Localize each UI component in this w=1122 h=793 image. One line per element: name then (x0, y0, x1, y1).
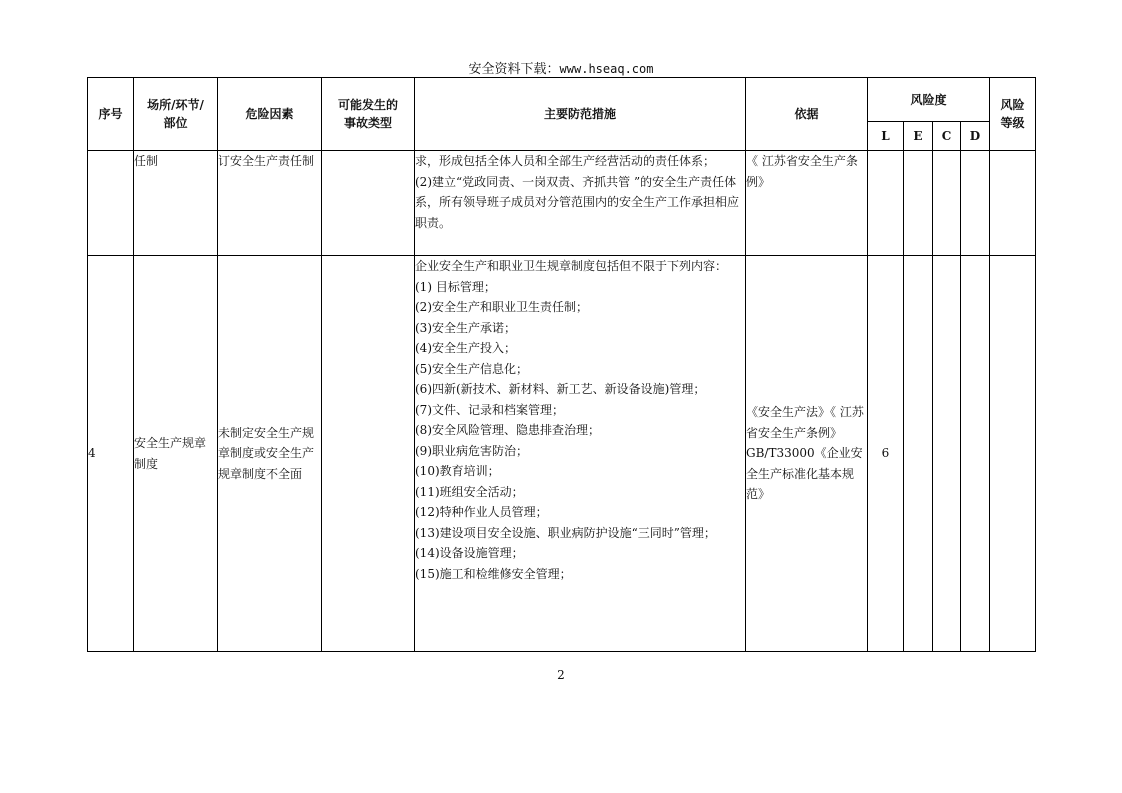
row-hazard: 未制定安全生产规章制度或安全生产规章制度不全面 (218, 256, 322, 652)
row-C (933, 151, 961, 256)
header-site: www.hseaq.com (559, 62, 654, 76)
row-level (990, 151, 1036, 256)
header-place-text: 场所/环节/部位 (147, 98, 204, 130)
header-E: E (904, 122, 933, 151)
row-accident (322, 256, 415, 652)
header-risk-level (990, 78, 1036, 151)
row-measures (415, 151, 746, 256)
row-D (961, 151, 990, 256)
row-basis: 《 江苏省安全生产条例》 (746, 151, 868, 256)
row-basis: 《安全生产法》《 江苏省安全生产条例》GB/T33000《企业安全生产标准化基本规范》 (746, 256, 868, 652)
measure-line: (11)班组安全活动； (415, 484, 524, 499)
row-L: 6 (868, 256, 904, 652)
header-accident (322, 78, 415, 151)
header-seq: 序号 (88, 78, 134, 151)
measure-line: (9)职业病危害防治； (415, 443, 528, 458)
row-E (904, 151, 933, 256)
measure-line: (4)安全生产投入； (415, 341, 516, 355)
row-place: 任制 (134, 151, 218, 256)
page-header (0, 58, 1122, 77)
row-hazard: 订安全生产责任制 (218, 151, 322, 256)
measure-line: (7)文件、记录和档案管理； (415, 402, 564, 417)
measure-line: (5)安全生产信息化； (415, 361, 528, 376)
measure-line: (10)教育培训； (415, 464, 500, 478)
table-row (88, 256, 1036, 652)
row-seq: 4 (88, 256, 134, 652)
header-prefix: 安全资料下载： (468, 62, 560, 77)
header-D: D (961, 122, 990, 151)
measure-line: 企业安全生产和职业卫生规章制度包括但不限于下列内容： (415, 259, 728, 273)
measure-line: (6)四新(新技术、新材料、新工艺、新设备设施)管理； (415, 382, 706, 396)
measure-line: (2)建立“党政同责、一岗双责、齐抓共管 ”的安全生产责任体系，所有领导班子成员对分管范围内的安全生产工作承担相应职责。 (415, 174, 740, 230)
row-E (904, 256, 933, 652)
measure-line: (14)设备设施管理； (415, 546, 524, 560)
measure-line: (12)特种作业人员管理； (415, 505, 548, 519)
measure-line: (1) 目标管理； (415, 279, 496, 294)
measure-line: (13)建设项目安全设施、职业病防护设施“三同时”管理； (415, 525, 716, 540)
page-number: 2 (557, 668, 565, 682)
measure-line: 求，形成包括全体人员和全部生产经营活动的责任体系； (415, 154, 716, 168)
measure-line: (3)安全生产承诺； (415, 320, 516, 335)
header-accident-text: 可能发生的事故类型 (337, 98, 398, 130)
risk-table (87, 77, 1036, 652)
row-L (868, 151, 904, 256)
row-D (961, 256, 990, 652)
measure-line: (15)施工和检维修安全管理； (415, 566, 572, 581)
header-place (134, 78, 218, 151)
row-C (933, 256, 961, 652)
table-row (88, 151, 1036, 256)
measure-line: (2)安全生产和职业卫生责任制； (415, 300, 588, 314)
measure-line: (8)安全风险管理、隐患排查治理； (415, 423, 600, 437)
header-hazard: 危险因素 (218, 78, 322, 151)
row-accident (322, 151, 415, 256)
header-basis: 依据 (746, 78, 868, 151)
row-place: 安全生产规章制度 (134, 256, 218, 652)
header-measures: 主要防范措施 (415, 78, 746, 151)
header-L: L (868, 122, 904, 151)
row-level (990, 256, 1036, 652)
row-seq (88, 151, 134, 256)
row-measures (415, 256, 746, 652)
header-C: C (933, 122, 961, 151)
header-risk-level-text: 风险等级 (1000, 98, 1025, 130)
header-risk-degree: 风险度 (868, 78, 990, 122)
